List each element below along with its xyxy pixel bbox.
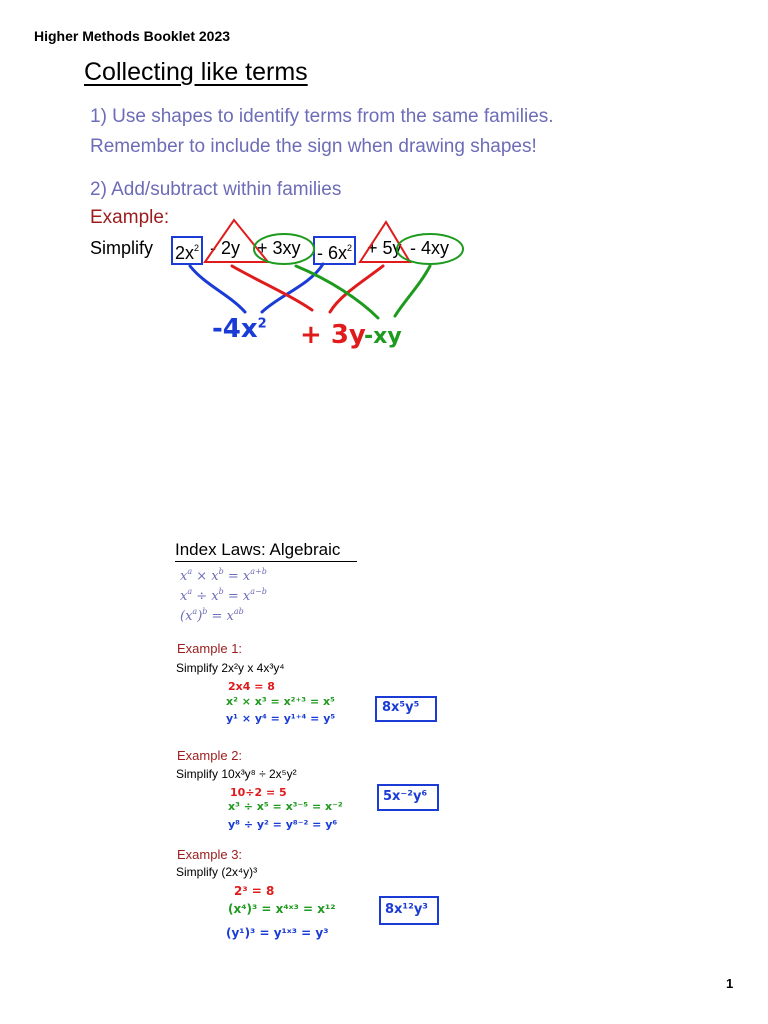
index-laws-title: Index Laws: Algebraic <box>175 540 341 559</box>
example-1-answer: 8x⁵y⁵ <box>382 700 420 715</box>
law-lhs: x <box>180 589 188 604</box>
example-2-answer: 5x⁻²y⁶ <box>383 789 428 804</box>
law-op: × <box>196 569 208 584</box>
term-base: - 4xy <box>410 238 450 258</box>
example-1-work-1: 2x4 = 8 <box>228 680 275 693</box>
example-1-work-3: y¹ × y⁴ = y¹⁺⁴ = y⁵ <box>226 712 336 725</box>
instruction-2: Remember to include the sign when drawing shapes! <box>90 136 537 157</box>
term-base: + 5y <box>367 238 402 258</box>
law-b: b <box>202 607 208 616</box>
example-3-question: Simplify (2x⁴y)³ <box>176 865 258 879</box>
example-2-work-2: x³ ÷ x⁵ = x³⁻⁵ = x⁻² <box>228 800 343 813</box>
example-1-question: Simplify 2x²y x 4x³y⁴ <box>176 661 285 675</box>
example-2-work-3: y⁸ ÷ y² = y⁸⁻² = y⁶ <box>228 818 338 831</box>
law-b: b <box>218 567 224 576</box>
law-a: a <box>187 567 193 576</box>
instruction-3: 2) Add/subtract within families <box>90 179 342 200</box>
answer-part-1-text: -4x <box>212 314 258 344</box>
red-triangle-shape <box>360 222 410 262</box>
term-base: - 2y <box>210 238 241 258</box>
law-rhs: a+b <box>250 567 267 576</box>
blue-link-line <box>190 266 245 312</box>
law-op: ) <box>197 609 203 624</box>
index-law-1: $x^a \times x^b = x^{a+b}$ <box>180 567 267 584</box>
green-ellipse-shape <box>254 234 314 264</box>
example-1-heading: Example 1: <box>177 641 243 656</box>
answer-part-2: + 3y <box>300 320 366 350</box>
answer-part-3: -xy <box>364 324 402 349</box>
answer-part-1 <box>212 314 267 344</box>
example-2-work-1: 10÷2 = 5 <box>230 786 287 799</box>
example-label: Example: <box>90 207 170 228</box>
term-base: - 6x <box>317 243 348 263</box>
simplify-word: Simplify <box>90 238 154 258</box>
answer-part-1-sup: 2 <box>257 316 267 332</box>
index-law-2: $x^a \div x^b = x^{a-b}$ <box>180 587 267 604</box>
law-a: a <box>187 587 193 596</box>
example-3-work-3: (y¹)³ = y¹ˣ³ = y³ <box>226 926 329 940</box>
green-link-line <box>395 266 430 316</box>
example-2-question: Simplify 10x³y⁸ ÷ 2x⁵y² <box>176 767 297 781</box>
law-lhs: x <box>180 569 188 584</box>
example-2-heading: Example 2: <box>177 748 243 763</box>
example-1-work-2: x² × x³ = x²⁺³ = x⁵ <box>226 695 335 708</box>
term-sup: 2 <box>347 243 353 253</box>
law-b: b <box>218 587 224 596</box>
law-op: ÷ <box>196 589 208 604</box>
section-title: Collecting like terms <box>84 58 308 86</box>
law-a: a <box>192 607 198 616</box>
booklet-title: Higher Methods Booklet 2023 <box>34 28 231 44</box>
instruction-1: 1) Use shapes to identify terms from the same families. <box>90 106 554 127</box>
green-ellipse-shape <box>397 234 463 264</box>
example-3-answer: 8x¹²y³ <box>385 902 428 917</box>
term-base: + 3xy <box>257 238 301 258</box>
green-link-line <box>296 266 378 318</box>
index-laws-underline <box>175 561 357 562</box>
example-3-heading: Example 3: <box>177 847 243 862</box>
term-base: 2x <box>175 243 195 263</box>
term-sup: 2 <box>194 243 200 253</box>
index-law-3: $(x^a)^b = x^{ab}$ <box>180 607 244 624</box>
law-lhs: (x <box>180 609 193 624</box>
page-number: 1 <box>726 976 734 991</box>
example-3-work-2: (x⁴)³ = x⁴ˣ³ = x¹² <box>228 902 336 916</box>
example-3-work-1: 2³ = 8 <box>234 884 275 898</box>
law-rhs: ab <box>233 607 244 616</box>
law-rhs: a−b <box>250 587 267 596</box>
